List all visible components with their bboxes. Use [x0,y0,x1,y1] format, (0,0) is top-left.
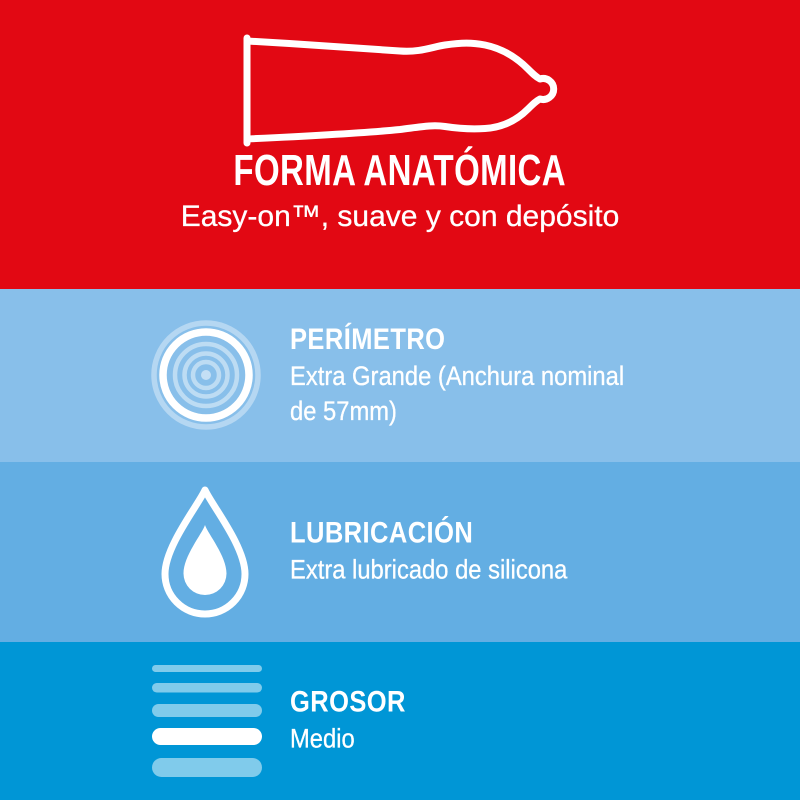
condom-outline-icon [240,31,560,149]
page-title: FORMA ANATÓMICA [233,146,567,195]
feature-title: PERÍMETRO [290,322,446,356]
water-drop-icon [159,484,251,620]
header-section [0,0,800,289]
feature-title: LUBRICACIÓN [290,516,474,550]
feature-section-grosor [0,642,800,800]
page-subtitle: Easy-on™, suave y con depósito [180,200,620,233]
feature-section-lubricacion [0,462,800,642]
feature-text [290,686,690,757]
feature-description: Extra Grande (Anchura nominal de 57mm) [290,360,625,426]
feature-description: Extra lubricado de silicona [290,554,568,585]
feature-text [290,323,690,429]
concentric-circles-icon [150,319,262,431]
feature-text [290,517,690,588]
feature-description: Medio [290,723,355,754]
feature-title: GROSOR [290,685,406,719]
feature-section-perimetro [0,289,800,462]
thickness-bars-icon [152,665,262,777]
